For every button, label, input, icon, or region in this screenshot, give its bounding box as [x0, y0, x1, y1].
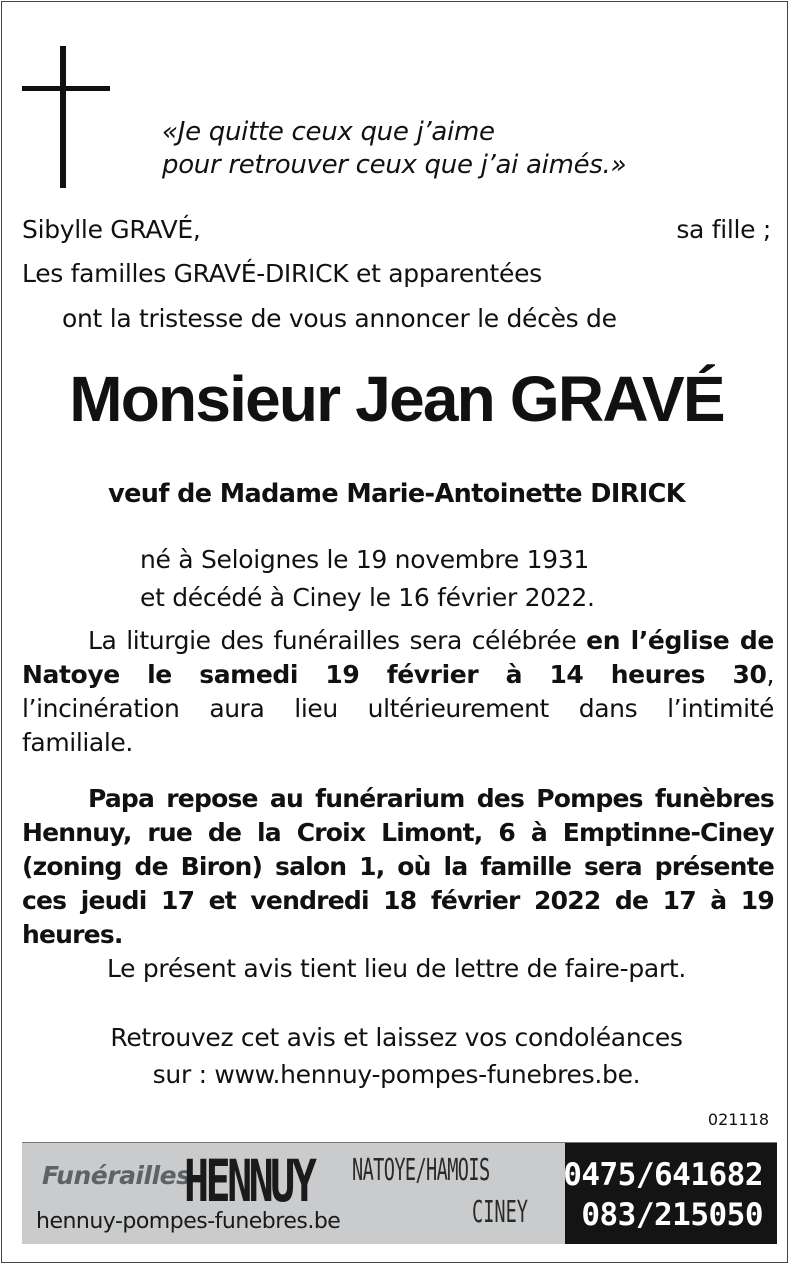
condolences-line-2: sur : www.hennuy-pompes-funebres.be. — [152, 1060, 641, 1089]
families-line: Les familles GRAVÉ-DIRICK et apparentées — [22, 259, 542, 288]
cross-icon-bar — [22, 86, 110, 91]
liturgy-text: La liturgie des funérailles sera célébrée — [88, 626, 587, 655]
announcement-line: ont la tristesse de vous annoncer le décès de — [62, 304, 617, 333]
location-ciney: CINEY — [472, 1195, 528, 1230]
liturgy-location-time: en l’église de Natoye le samedi 19 février à 14 heures 30 — [22, 626, 774, 689]
quote-line-1: «Je quitte ceux que j’aime — [162, 117, 495, 147]
obituary-card — [1, 1, 788, 1263]
funerailles-label: Funérailles — [42, 1161, 191, 1190]
death-line: et décédé à Ciney le 16 février 2022. — [140, 583, 595, 612]
daughter-role: sa fille ; — [676, 215, 771, 244]
visitation-text: Papa repose au funérarium des Pompes funèbres Hennuy, rue de la Croix Limont, 6 à Emptinne-Ciney (zoning de Biron) salon 1, où la famille sera présente ces jeudi 17 et vendredi 18 février 2022 de 17 à 19 heures. — [22, 784, 774, 949]
liturgy-paragraph — [22, 624, 774, 760]
widower-line: veuf de Madame Marie-Antoinette DIRICK — [108, 479, 685, 509]
cross-icon — [60, 46, 66, 188]
daughter-name: Sibylle GRAVÉ, — [22, 215, 201, 244]
birth-line: né à Seloignes le 19 novembre 1931 — [140, 545, 589, 574]
deceased-name: Monsieur Jean GRAVÉ — [69, 363, 724, 435]
locations-natoye-hamois: NATOYE/HAMOIS — [352, 1153, 490, 1188]
website-link[interactable]: hennuy-pompes-funebres.be — [36, 1209, 341, 1234]
liturgy-cremation: , l’incinération aura lieu ultérieurement dans l’intimité familiale. — [22, 660, 774, 757]
epitaph-quote — [162, 116, 626, 182]
quote-line-2: pour retrouver ceux que j’ai aimés.» — [162, 150, 627, 180]
funeral-home-banner — [22, 1142, 777, 1244]
visitation-paragraph — [22, 782, 774, 952]
condolences-line-1: Retrouvez cet avis et laissez vos condoléances — [110, 1023, 683, 1052]
reference-number: 021118 — [707, 1110, 769, 1129]
notice-line: Le présent avis tient lieu de lettre de faire-part. — [106, 954, 687, 983]
hennuy-logo: HENNUY — [184, 1147, 314, 1215]
phone-landline[interactable]: 083/215050 — [581, 1197, 763, 1233]
phone-mobile[interactable]: 0475/641682 — [563, 1157, 763, 1193]
phone-panel — [565, 1143, 777, 1244]
